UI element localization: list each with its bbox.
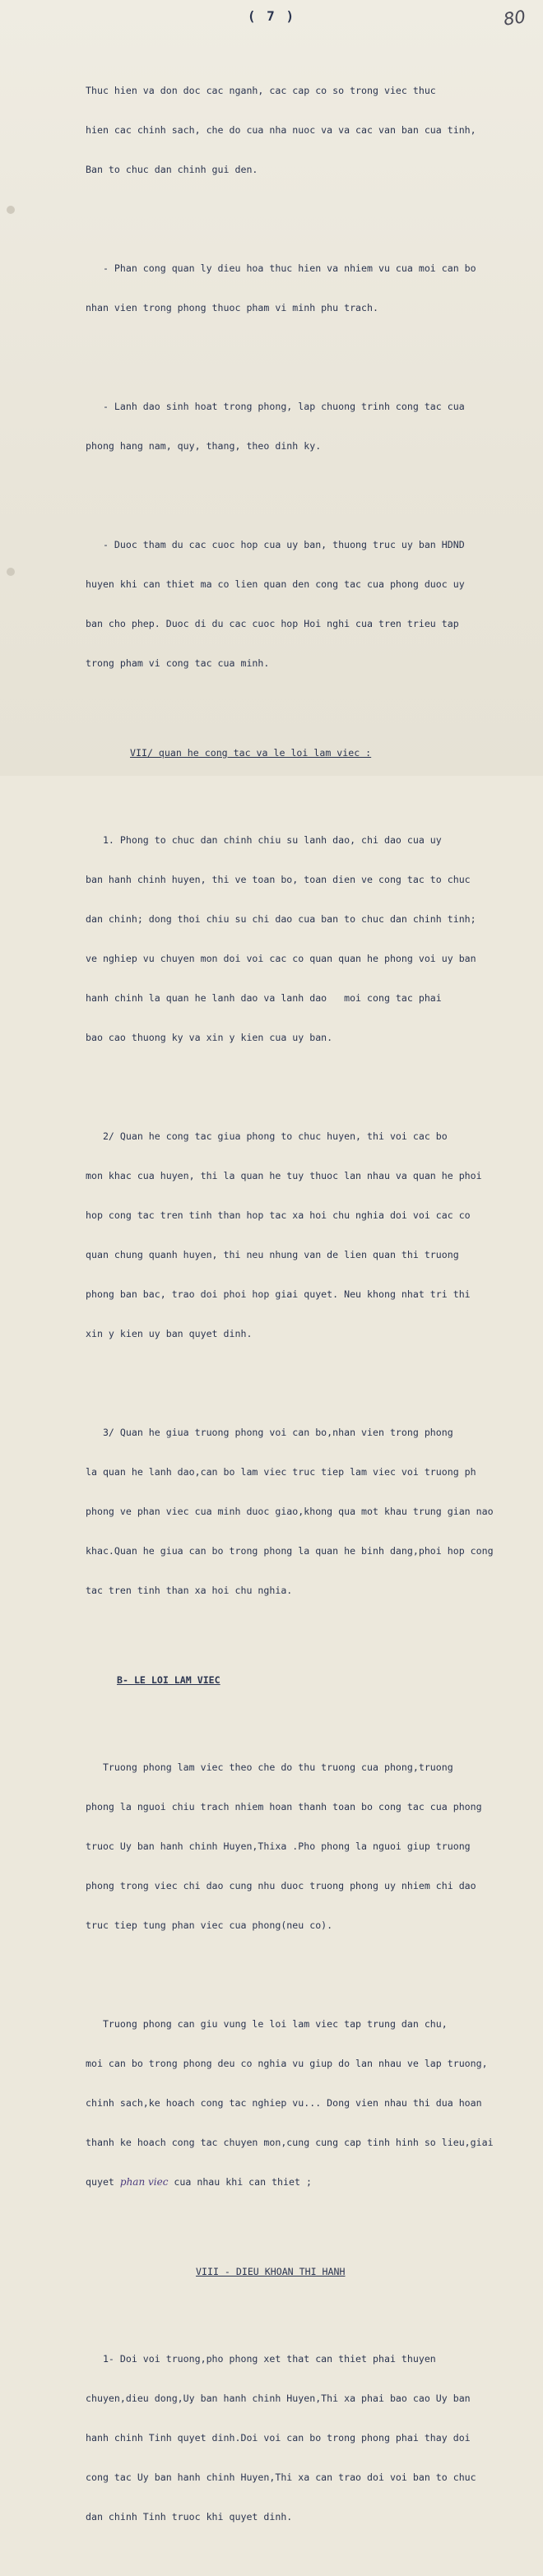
- text-line: Truong phong can giu vung le loi lam viec tap trung dan chu,: [86, 2018, 448, 2030]
- paragraph-relation-2: [86, 1103, 530, 1367]
- text-line: - Lanh dao sinh hoat trong phong, lap chuong trinh cong tac cua: [86, 401, 465, 412]
- text-line: hien cac chinh sach, che do cua nha nuoc va va cac van ban cua tinh,: [86, 124, 476, 136]
- punch-hole-bottom: [7, 568, 15, 576]
- paragraph-relation-3: [86, 1399, 530, 1623]
- paragraph-assignment: [86, 235, 530, 341]
- text-line: thanh ke hoach cong tac chuyen mon,cung cung cap tinh hinh so lieu,giai: [86, 2137, 494, 2148]
- text-line: phong la nguoi chiu trach nhiem hoan thanh toan bo cong tac cua phong: [86, 1801, 482, 1812]
- text-line: phong ban bac, trao doi phoi hop giai quyet. Neu khong nhat tri thi: [86, 1288, 471, 1300]
- text-fragment: cua nhau khi can thiet ;: [168, 2176, 312, 2188]
- text-line: chinh sach,ke hoach cong tac nghiep vu... Dong vien nhau thi dua hoan: [86, 2097, 482, 2109]
- text-line: xin y kien uy ban quyet dinh.: [86, 1328, 253, 1339]
- text-line: nhan vien trong phong thuoc pham vi minh phu trach.: [86, 302, 378, 313]
- text-line: tac tren tinh than xa hoi chu nghia.: [86, 1585, 293, 1596]
- paragraph-meetings: [86, 512, 530, 696]
- paragraph-democratic-centralism: [86, 1991, 530, 2215]
- text-line: chuyen,dieu dong,Uy ban hanh chinh Huyen,Thi xa phai bao cao Uy ban: [86, 2393, 471, 2404]
- handwritten-page-mark: 80: [502, 7, 527, 30]
- text-line: dan chinh; dong thoi chiu su chi dao cua ban to chuc dan chinh tinh;: [86, 913, 476, 925]
- text-line: la quan he lanh dao,can bo lam viec truc tiep lam viec voi truong ph: [86, 1466, 476, 1478]
- page-number: ( 7 ): [247, 8, 296, 24]
- text-line: moi can bo trong phong deu co nghia vu giup do lan nhau ve lap truong,: [86, 2058, 488, 2069]
- text-line: trong pham vi cong tac cua minh.: [86, 657, 270, 669]
- text-line: huyen khi can thiet ma co lien quan den cong tac cua phong duoc uy: [86, 578, 465, 590]
- text-line: phong hang nam, quy, thang, theo dinh ky.: [86, 440, 322, 452]
- paragraph-duties: [86, 58, 530, 202]
- paragraph-implementation: [86, 2326, 530, 2550]
- text-line: 3/ Quan he giua truong phong voi can bo,nhan vien trong phong: [86, 1427, 453, 1438]
- text-line: hanh chinh Tinh quyet dinh.Doi voi can bo trong phong phai thay doi: [86, 2432, 471, 2444]
- paragraph-leadership: [86, 374, 530, 479]
- text-line: cong tac Uy ban hanh chinh Huyen,Thi xa can trao doi voi ban to chuc: [86, 2472, 476, 2483]
- text-line: Truong phong lam viec theo che do thu truong cua phong,truong: [86, 1761, 453, 1773]
- text-line: Ban to chuc dan chinh gui den.: [86, 164, 258, 175]
- punch-hole-top: [7, 206, 15, 214]
- text-line: 1. Phong to chuc dan chinh chiu su lanh dao, chi dao cua uy: [86, 834, 442, 846]
- text-line: ban cho phep. Duoc di du cac cuoc hop Hoi nghi cua tren trieu tap: [86, 618, 459, 629]
- text-line: truoc Uy ban hanh chinh Huyen,Thixa .Pho phong la nguoi giup truong: [86, 1840, 471, 1852]
- paragraph-relation-1: [86, 807, 530, 1070]
- text-line: ve nghiep vu chuyen mon doi voi cac co quan quan he phong voi uy ban: [86, 953, 476, 964]
- text-line: 2/ Quan he cong tac giua phong to chuc huyen, thi voi cac bo: [86, 1130, 448, 1142]
- text-line: Thuc hien va don doc cac nganh, cac cap co so trong viec thuc: [86, 85, 436, 96]
- text-line: bao cao thuong ky va xin y kien cua uy ban.: [86, 1032, 333, 1043]
- section-heading-viii: VIII - DIEU KHOAN THI HANH: [196, 2266, 346, 2277]
- text-line: [86, 2175, 530, 2188]
- text-fragment: quyet: [86, 2176, 120, 2188]
- text-line: hanh chinh la quan he lanh dao va lanh dao moi cong tac phai: [86, 992, 442, 1004]
- text-line: - Phan cong quan ly dieu hoa thuc hien va nhiem vu cua moi can bo: [86, 262, 476, 274]
- paragraph-working-rules: [86, 1734, 530, 1958]
- text-line: dan chinh Tinh truoc khi quyet dinh.: [86, 2511, 293, 2523]
- text-line: 1- Doi voi truong,pho phong xet that can thiet phai thuyen: [86, 2353, 436, 2365]
- section-heading-vii: VII/ quan he cong tac va le loi lam viec :: [130, 747, 372, 759]
- text-line: phong ve phan viec cua minh duoc giao,khong qua mot khau trung gian nao: [86, 1506, 494, 1517]
- text-line: ban hanh chinh huyen, thi ve toan bo, toan dien ve cong tac to chuc: [86, 874, 471, 885]
- handwritten-insertion: phan viec: [119, 2176, 169, 2188]
- text-line: hop cong tac tren tinh than hop tac xa hoi chu nghia doi voi cac co: [86, 1209, 471, 1221]
- text-line: quan chung quanh huyen, thi neu nhung van de lien quan thi truong: [86, 1249, 459, 1260]
- text-line: khac.Quan he giua can bo trong phong la quan he binh dang,phoi hop cong: [86, 1545, 494, 1557]
- text-line: phong trong viec chi dao cung nhu duoc truong phong uy nhiem chi dao: [86, 1880, 476, 1891]
- text-line: truc tiep tung phan viec cua phong(neu co).: [86, 1919, 333, 1931]
- section-heading-b: B- LE LOI LAM VIEC: [117, 1674, 220, 1686]
- text-line: mon khac cua huyen, thi la quan he tuy thuoc lan nhau va quan he phoi: [86, 1170, 482, 1181]
- text-line: - Duoc tham du cac cuoc hop cua uy ban, thuong truc uy ban HDND: [86, 539, 465, 550]
- document-body: [86, 31, 530, 2576]
